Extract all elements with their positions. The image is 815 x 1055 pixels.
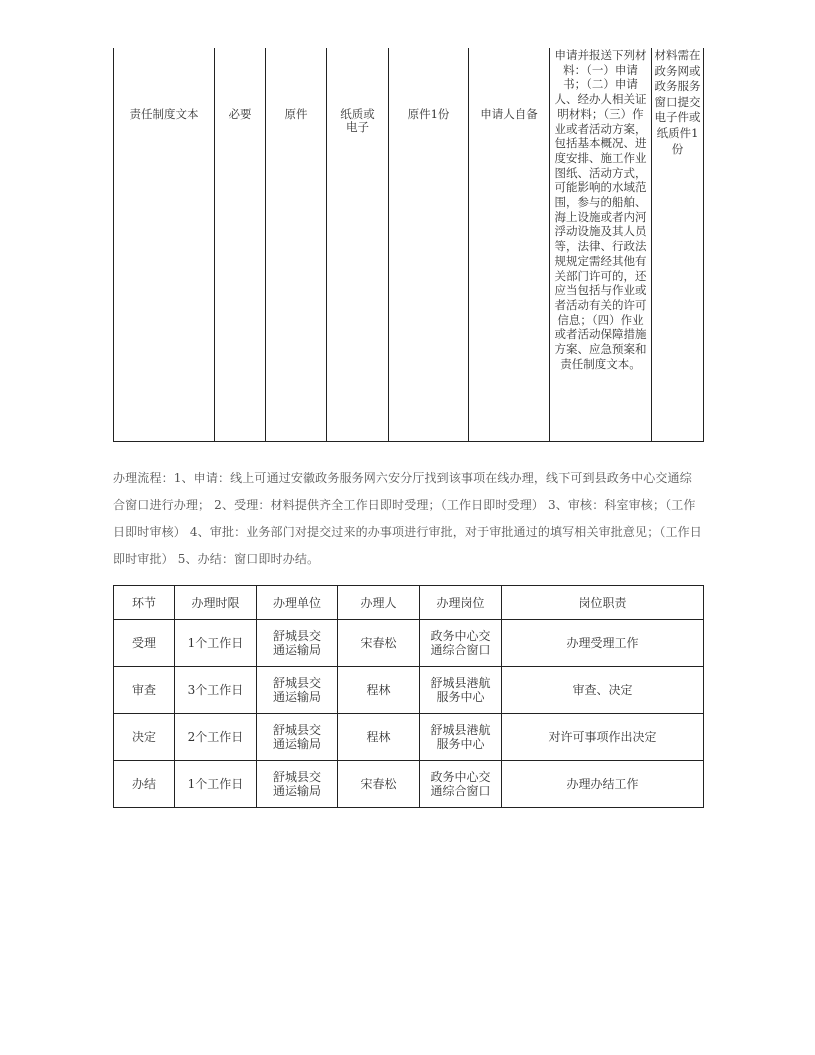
duty-cell: 审查、决定 (502, 667, 704, 714)
steps-table (113, 585, 704, 808)
material-note-cell: 材料需在政务网或政务服务窗口提交电子件或纸质件1份 (652, 48, 704, 441)
header-person: 办理人 (338, 586, 420, 620)
stage-cell: 受理 (114, 620, 175, 667)
process-description: 办理流程：1、申请：线上可通过安徽政务服务网六安分厅找到该事项在线办理，线下可到县政务中心交通综合窗口进行办理； 2、受理：材料提供齐全工作日即时受理；（工作日即时受理） 3、审核：科室审核；（工作日即时审核） 4、审批：业务部门对提交过来的办事项进行审批，对于审批通过的填写相关审批意见；（工作日即时审批） 5、办结：窗口即时办结。 (113, 471, 702, 566)
unit-cell: 舒城县交通运输局 (257, 714, 338, 761)
person-cell: 宋春松 (338, 620, 420, 667)
material-count-cell: 原件1份 (389, 48, 469, 441)
post-cell: 舒城县港航服务中心 (420, 667, 502, 714)
header-post: 办理岗位 (420, 586, 502, 620)
table-row (114, 761, 704, 808)
header-stage: 环节 (114, 586, 175, 620)
person-cell: 程林 (338, 667, 420, 714)
unit-cell: 舒城县交通运输局 (257, 620, 338, 667)
post-cell: 政务中心交通综合窗口 (420, 620, 502, 667)
material-medium-cell: 纸质或电子 (327, 48, 389, 441)
material-source-cell: 申请人自备 (469, 48, 550, 441)
material-form-cell: 原件 (266, 48, 327, 441)
post-cell: 舒城县港航服务中心 (420, 714, 502, 761)
duty-cell: 办理受理工作 (502, 620, 704, 667)
person-cell: 宋春松 (338, 761, 420, 808)
duty-cell: 对许可事项作出决定 (502, 714, 704, 761)
unit-cell: 舒城县交通运输局 (257, 667, 338, 714)
materials-row (114, 48, 704, 441)
steps-header-row (114, 586, 704, 620)
materials-table (113, 48, 704, 442)
duty-cell: 办理办结工作 (502, 761, 704, 808)
header-duty: 岗位职责 (502, 586, 704, 620)
stage-cell: 审查 (114, 667, 175, 714)
time-cell: 3个工作日 (175, 667, 257, 714)
table-row (114, 667, 704, 714)
person-cell: 程林 (338, 714, 420, 761)
unit-cell: 舒城县交通运输局 (257, 761, 338, 808)
time-cell: 1个工作日 (175, 761, 257, 808)
stage-cell: 决定 (114, 714, 175, 761)
time-cell: 1个工作日 (175, 620, 257, 667)
table-row (114, 714, 704, 761)
material-name-cell: 责任制度文本 (114, 48, 215, 441)
post-cell: 政务中心交通综合窗口 (420, 761, 502, 808)
material-required-cell: 必要 (215, 48, 266, 441)
table-row (114, 620, 704, 667)
material-description-cell: 申请并报送下列材料：（一）申请书；（二）申请人、经办人相关证明材料；（三）作业或者活动方案，包括基本概况、进度安排、施工作业图纸、活动方式，可能影响的水域范围，参与的船舶、海上设施或者内河浮动设施及其人员等，法律、行政法规规定需经其他有关部门许可的，还应当包括与作业或者活动有关的许可信息；（四）作业或者活动保障措施方案、应急预案和责任制度文本。 (550, 48, 652, 441)
stage-cell: 办结 (114, 761, 175, 808)
header-unit: 办理单位 (257, 586, 338, 620)
time-cell: 2个工作日 (175, 714, 257, 761)
header-time: 办理时限 (175, 586, 257, 620)
